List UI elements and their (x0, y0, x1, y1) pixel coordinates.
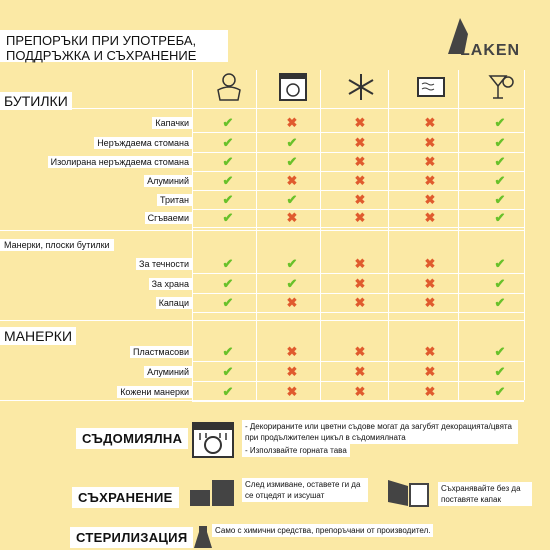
column-divider (192, 70, 193, 400)
no-lid-icon (384, 476, 432, 510)
cross-icon: ✖ (424, 173, 436, 188)
column-divider (458, 70, 459, 400)
row-label: Тритан (157, 194, 192, 206)
handwash-icon (214, 72, 244, 102)
cross-icon: ✖ (286, 173, 298, 188)
cross-icon: ✖ (286, 210, 298, 225)
check-icon: ✔ (494, 154, 506, 169)
row-label: Алуминий (144, 175, 192, 187)
row-divider (192, 312, 524, 313)
cross-icon: ✖ (424, 154, 436, 169)
row-label: Капачки (152, 117, 192, 129)
cross-icon: ✖ (286, 115, 298, 130)
drink-icon (486, 72, 516, 102)
beaker-icon (192, 524, 214, 550)
row-divider (192, 361, 524, 362)
sterilization-label: СТЕРИЛИЗАЦИЯ (70, 527, 193, 548)
check-icon: ✔ (494, 295, 506, 310)
cross-icon: ✖ (354, 115, 366, 130)
cross-icon: ✖ (424, 115, 436, 130)
drying-rack-icon (188, 478, 238, 508)
dishwasher-label: СЪДОМИЯЛНА (76, 428, 188, 449)
dishwasher-note-2: - Използвайте горната тава (242, 444, 350, 457)
check-icon: ✔ (286, 256, 298, 271)
cross-icon: ✖ (286, 295, 298, 310)
check-icon: ✔ (494, 173, 506, 188)
row-label: Сгъваеми (145, 212, 192, 224)
cross-icon: ✖ (354, 276, 366, 291)
cross-icon: ✖ (354, 384, 366, 399)
check-icon: ✔ (222, 173, 234, 188)
row-divider (192, 293, 524, 294)
cross-icon: ✖ (286, 364, 298, 379)
check-icon: ✔ (222, 344, 234, 359)
cross-icon: ✖ (354, 364, 366, 379)
row-divider (192, 381, 524, 382)
check-icon: ✔ (494, 135, 506, 150)
cross-icon: ✖ (286, 384, 298, 399)
cross-icon: ✖ (424, 210, 436, 225)
row-divider (192, 132, 524, 133)
row-divider (192, 171, 524, 172)
freezer-icon (346, 72, 376, 102)
dishwasher-icon (190, 420, 236, 460)
check-icon: ✔ (222, 115, 234, 130)
row-divider (192, 152, 524, 153)
check-icon: ✔ (222, 364, 234, 379)
row-label: Изолирана неръждаема стомана (48, 156, 192, 168)
cross-icon: ✖ (424, 384, 436, 399)
microwave-icon (416, 72, 446, 102)
cross-icon: ✖ (354, 192, 366, 207)
check-icon: ✔ (286, 135, 298, 150)
cross-icon: ✖ (424, 135, 436, 150)
section-title: Манерки, плоски бутилки (0, 239, 114, 251)
column-divider (320, 70, 321, 400)
column-divider (256, 70, 257, 400)
storage-note-right: Съхранявайте без да поставяте капак (438, 482, 532, 506)
check-icon: ✔ (286, 192, 298, 207)
cross-icon: ✖ (354, 295, 366, 310)
check-icon: ✔ (494, 364, 506, 379)
cross-icon: ✖ (354, 173, 366, 188)
check-icon: ✔ (222, 295, 234, 310)
section-title: БУТИЛКИ (0, 92, 72, 110)
storage-note-left: След измиване, оставете ги да се отцедят и изсушат (242, 478, 368, 502)
cross-icon: ✖ (354, 256, 366, 271)
row-label: Кожени манерки (117, 386, 192, 398)
row-divider (192, 190, 524, 191)
check-icon: ✔ (494, 276, 506, 291)
cross-icon: ✖ (354, 135, 366, 150)
cross-icon: ✖ (424, 364, 436, 379)
storage-label: СЪХРАНЕНИЕ (72, 487, 179, 508)
check-icon: ✔ (222, 192, 234, 207)
row-divider (0, 108, 524, 109)
row-label: Неръждаема стомана (94, 137, 192, 149)
check-icon: ✔ (494, 192, 506, 207)
row-label: Алуминий (144, 366, 192, 378)
cross-icon: ✖ (424, 276, 436, 291)
sterilization-note: Само с химични средства, препоръчани от производител. (212, 524, 433, 537)
cross-icon: ✖ (424, 192, 436, 207)
cross-icon: ✖ (424, 295, 436, 310)
dishwasher-note-1: - Декорираните или цветни съдове могат да загубят декорацията/цвята при продължителен цикъл в съдомиялната (242, 420, 518, 444)
row-divider (0, 230, 524, 231)
cross-icon: ✖ (286, 344, 298, 359)
check-icon: ✔ (494, 256, 506, 271)
check-icon: ✔ (286, 154, 298, 169)
check-icon: ✔ (494, 210, 506, 225)
column-divider (388, 70, 389, 400)
check-icon: ✔ (222, 210, 234, 225)
dishwasher-icon (278, 72, 308, 102)
cross-icon: ✖ (354, 210, 366, 225)
check-icon: ✔ (222, 276, 234, 291)
check-icon: ✔ (286, 276, 298, 291)
brand-name: LAKEN (460, 42, 521, 59)
cross-icon: ✖ (424, 344, 436, 359)
check-icon: ✔ (494, 384, 506, 399)
row-divider (192, 227, 524, 228)
row-divider (0, 320, 524, 321)
check-icon: ✔ (222, 135, 234, 150)
cross-icon: ✖ (354, 344, 366, 359)
row-label: Пластмасови (130, 346, 192, 358)
section-title: МАНЕРКИ (0, 327, 76, 345)
column-divider (524, 70, 525, 400)
row-label: Капаци (156, 297, 192, 309)
laken-logo (446, 14, 526, 64)
row-divider (192, 273, 524, 274)
check-icon: ✔ (494, 344, 506, 359)
check-icon: ✔ (494, 115, 506, 130)
page-title: ПРЕПОРЪКИ ПРИ УПОТРЕБА, ПОДДРЪЖКА И СЪХРАНЕНИЕ (0, 30, 228, 62)
cross-icon: ✖ (424, 256, 436, 271)
row-label: За течности (136, 258, 192, 270)
row-label: За храна (149, 278, 192, 290)
check-icon: ✔ (222, 256, 234, 271)
check-icon: ✔ (222, 154, 234, 169)
row-divider (192, 401, 524, 402)
cross-icon: ✖ (354, 154, 366, 169)
check-icon: ✔ (222, 384, 234, 399)
